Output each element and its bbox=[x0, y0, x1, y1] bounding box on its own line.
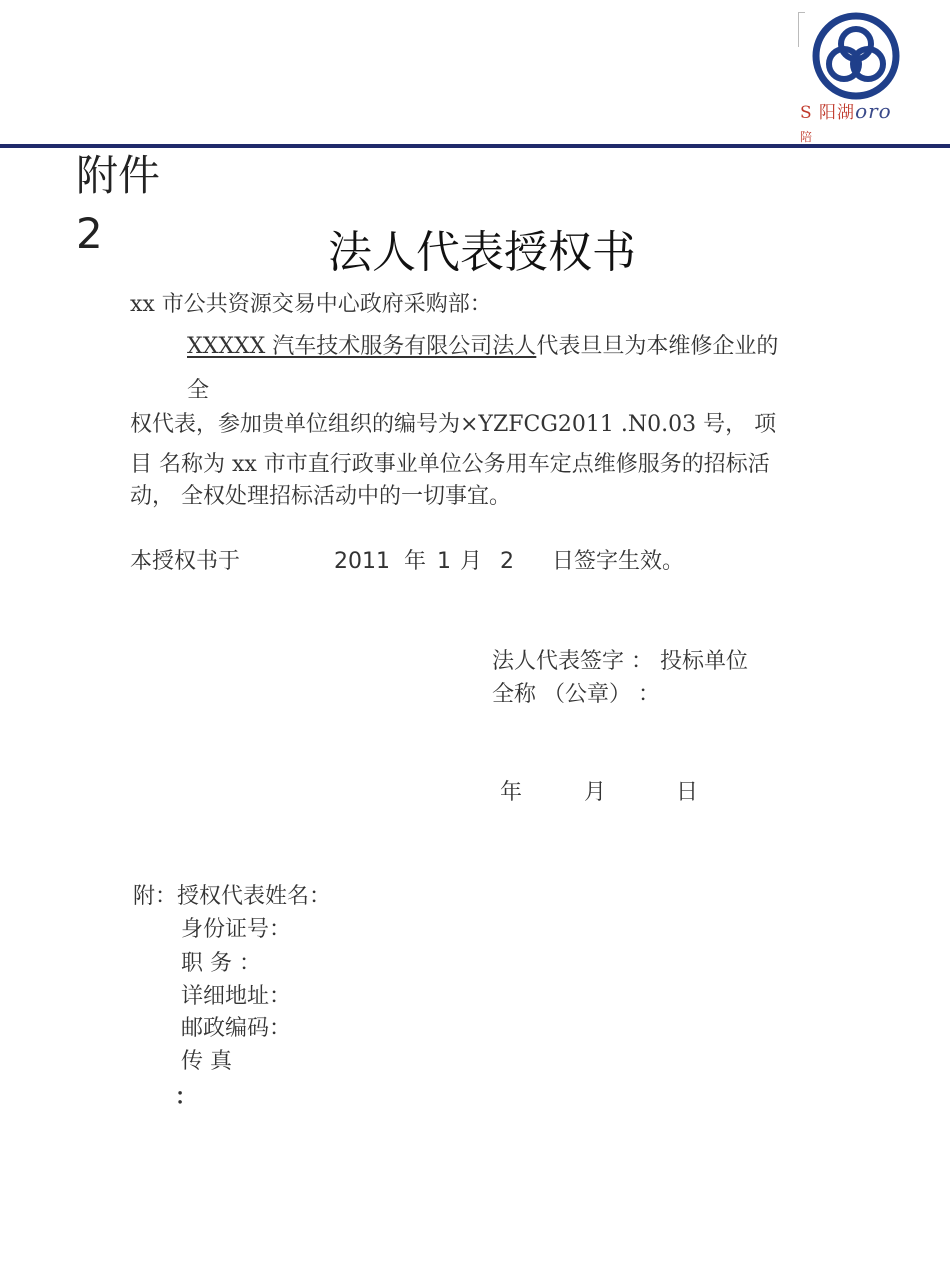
logo-text: S 阳湖oro bbox=[800, 99, 892, 123]
signature-line-2: 全称 （公章） ： bbox=[492, 682, 660, 707]
three-rings-logo-icon bbox=[810, 12, 902, 100]
authorization-line-1-rest: 代表旦旦为本维修企业的 bbox=[536, 334, 779, 359]
attachment-label: 附件 bbox=[76, 151, 161, 200]
effective-suffix: 日签字生效。 bbox=[552, 549, 685, 574]
effective-year-char: 年 bbox=[404, 549, 427, 574]
date-month-label: 月 bbox=[584, 780, 607, 805]
effective-month: 1 bbox=[437, 549, 451, 574]
effective-month-char: 月 bbox=[460, 549, 483, 574]
appendix-representative-name: 附：授权代表姓名： bbox=[133, 884, 332, 909]
appendix-postcode: 邮政编码： bbox=[181, 1016, 292, 1041]
signature-line-1: 法人代表签字 ： 投标单位 bbox=[492, 649, 748, 674]
header-rule bbox=[0, 144, 950, 148]
company-name: XXXXX 汽车技术服务有限公司法人 bbox=[187, 334, 537, 359]
page-title: 法人代表授权书 bbox=[328, 227, 636, 278]
effective-year: 2011 bbox=[334, 549, 390, 574]
authorization-line-2: 权代表，参加贵单位组织的编号为×YZFCG2011 .N0.03 号， 项 bbox=[130, 412, 777, 437]
appendix-fax-colon: ： bbox=[175, 1084, 198, 1110]
appendix-position: 职 务 ： bbox=[181, 951, 261, 976]
recipient-line: xx 市公共资源交易中心政府采购部： bbox=[130, 292, 492, 317]
appendix-address: 详细地址： bbox=[181, 984, 292, 1009]
authorization-line-1-wrap: 全 bbox=[187, 378, 210, 403]
effective-day: 2 bbox=[500, 549, 514, 574]
appendix-id-number: 身份证号： bbox=[181, 917, 292, 942]
effective-prefix: 本授权书于 bbox=[130, 549, 241, 574]
attachment-number: 2 bbox=[76, 209, 103, 258]
authorization-line-4: 动， 全权处理招标活动中的一切事宜。 bbox=[130, 484, 511, 509]
date-day-label: 日 bbox=[676, 780, 699, 805]
company-logo bbox=[798, 6, 938, 148]
authorization-line-3: 目 名称为 xx 市市直行政事业单位公务用车定点维修服务的招标活 bbox=[130, 452, 770, 477]
appendix-fax: 传 真 bbox=[181, 1049, 232, 1074]
date-year-label: 年 bbox=[500, 780, 523, 805]
logo-subtext: 陪 bbox=[800, 130, 813, 144]
logo-bracket-mark bbox=[798, 12, 805, 47]
authorization-line-1 bbox=[187, 330, 778, 364]
